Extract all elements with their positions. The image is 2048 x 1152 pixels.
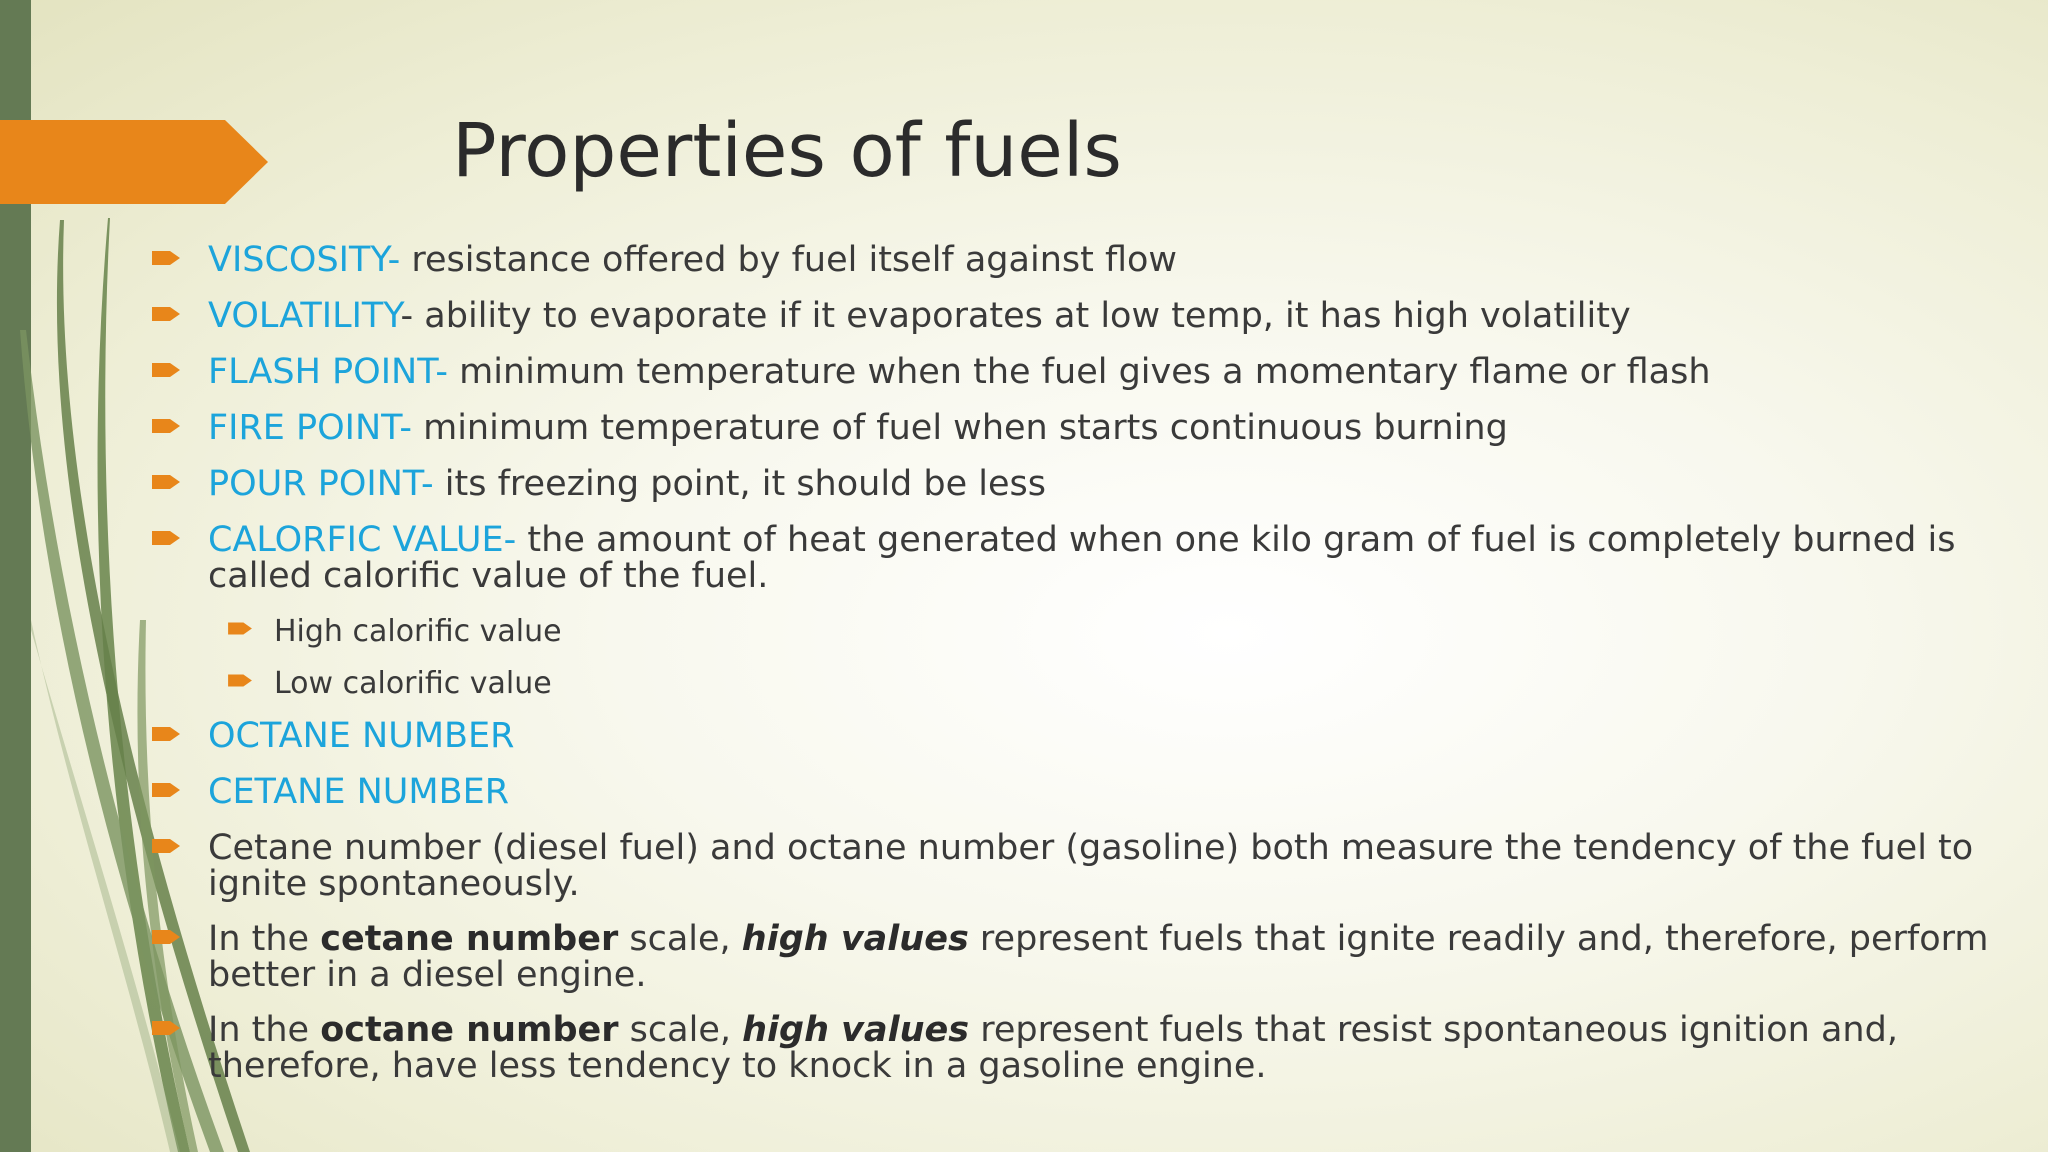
bullet-arrow-icon (152, 927, 180, 947)
slide-title: Properties of fuels (452, 108, 1122, 194)
sub-bullet-label: High calorific value (274, 614, 562, 649)
comparison-text: Cetane number (diesel fuel) and octane number (gasoline) both measure the tendency of the fuel to ignite spontaneously. (208, 828, 1974, 904)
octane-mid: scale, (618, 1010, 743, 1050)
bullet-arrow-icon (152, 360, 180, 380)
cetane-mid: scale, (618, 919, 742, 959)
term-flash-point: FLASH POINT- (208, 352, 448, 392)
definition-fire-point: minimum temperature of fuel when starts continuous burning (411, 408, 1508, 448)
octane-suffix: represent fuels that resist spontaneous ignition and, therefore, have less tendency to knock in a gasoline engine. (208, 1010, 1898, 1086)
bullet-arrow-icon (152, 472, 180, 492)
cetane-bold-term: cetane number (320, 919, 619, 959)
term-viscosity: VISCOSITY- (208, 240, 401, 280)
definition-volatility: - ability to evaporate if it evaporates at low temp, it has high volatility (400, 296, 1631, 336)
definition-calorific-value: the amount of heat generated when one kilo gram of fuel is completely burned is called calorific value of the fuel. (208, 520, 1956, 596)
cetane-emphasis: high values (741, 919, 969, 959)
cetane-suffix: represent fuels that ignite readily and, therefore, perform better in a diesel engine. (208, 919, 1989, 995)
octane-prefix: In the (208, 1010, 321, 1050)
term-cetane-number: CETANE NUMBER (208, 772, 510, 812)
bullet-arrow-icon (152, 836, 180, 856)
sub-bullet-arrow-icon (228, 672, 252, 689)
octane-emphasis: high values (742, 1010, 970, 1050)
term-octane-number: OCTANE NUMBER (208, 716, 515, 756)
bullet-arrow-icon (152, 1018, 180, 1038)
definition-viscosity: resistance offered by fuel itself against flow (400, 240, 1178, 280)
term-pour-point: POUR POINT- (208, 464, 434, 504)
bullet-arrow-icon (152, 780, 180, 800)
bullet-arrow-icon (152, 528, 180, 548)
bullet-arrow-icon (152, 724, 180, 744)
bullet-arrow-icon (152, 248, 180, 268)
term-calorific-value: CALORFIC VALUE- (208, 520, 517, 560)
sub-bullet-label: Low calorific value (274, 666, 552, 701)
cetane-scale-text (208, 921, 2010, 993)
octane-scale-text (208, 1012, 2010, 1084)
sub-bullet-arrow-icon (228, 620, 252, 637)
cetane-prefix: In the (208, 919, 321, 959)
bullet-arrow-icon (152, 304, 180, 324)
bullet-list (150, 0, 2010, 1152)
term-volatility: VOLATILITY (208, 296, 401, 336)
octane-bold-term: octane number (320, 1010, 619, 1050)
bullet-arrow-icon (152, 416, 180, 436)
term-fire-point: FIRE POINT- (208, 408, 412, 448)
definition-flash-point: minimum temperature when the fuel gives a momentary flame or flash (448, 352, 1711, 392)
definition-pour-point: its freezing point, it should be less (433, 464, 1047, 504)
